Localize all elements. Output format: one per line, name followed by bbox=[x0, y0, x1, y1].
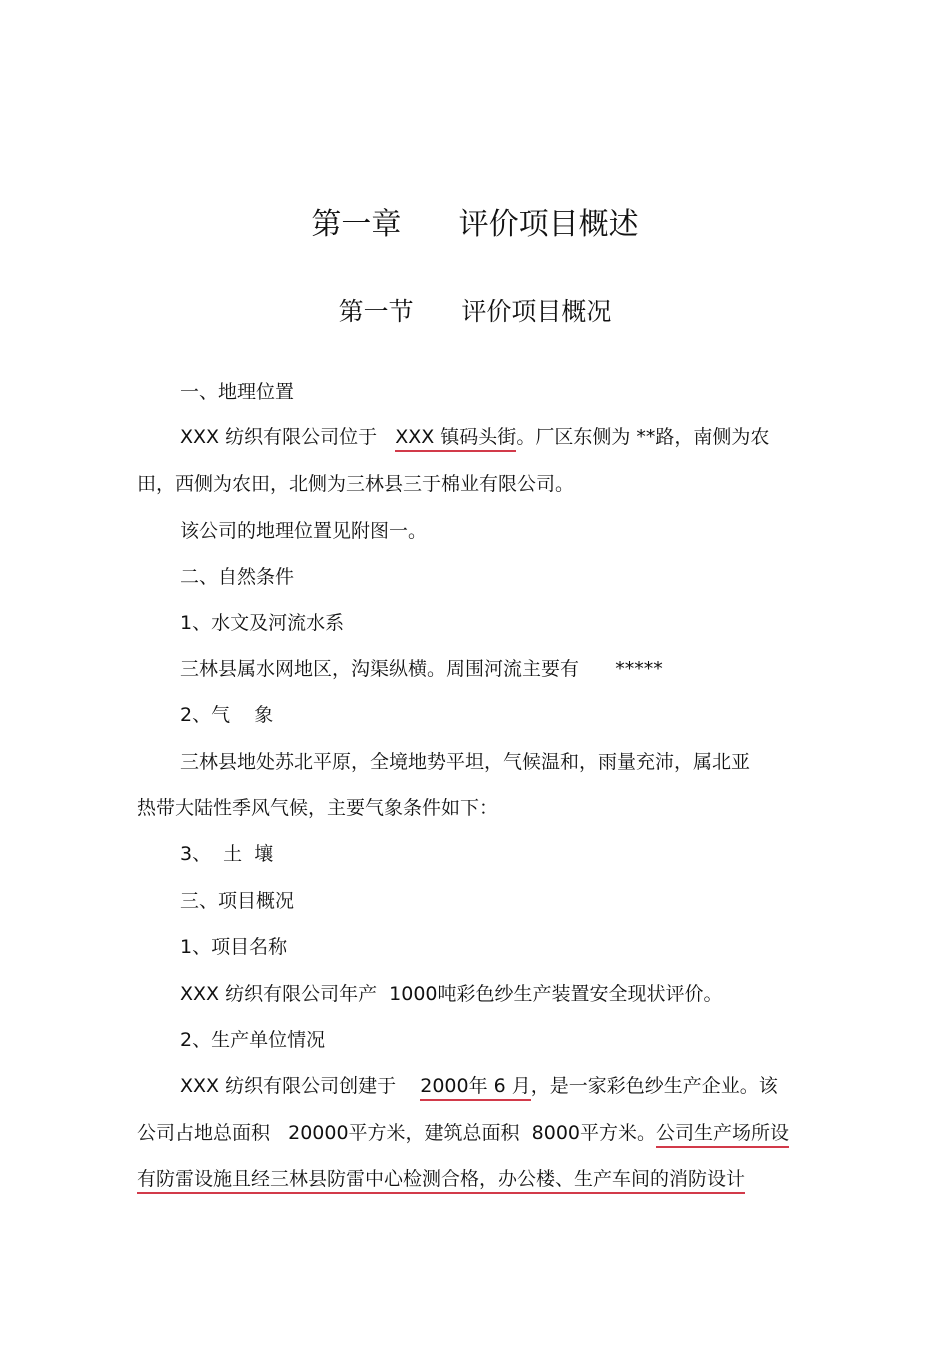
paragraph-climate-line: 三林县地处苏北平原，全境地势平坦，气候温和，雨量充沛，属北亚 bbox=[180, 751, 751, 773]
paragraph-hydrology: 三林县属水网地区，沟渠纵横。周围河流主要有 ***** bbox=[180, 658, 663, 680]
paragraph-climate-line: 热带大陆性季风气候，主要气象条件如下： bbox=[137, 797, 499, 819]
subheading-project-name: 1、项目名称 bbox=[180, 936, 288, 958]
text-span: XXX 纺织有限公司位于 bbox=[180, 426, 396, 448]
underlined-address: XXX 镇码头街 bbox=[395, 426, 516, 452]
section-title: 第一节 评价项目概况 bbox=[338, 297, 612, 326]
paragraph-project-name: XXX 纺织有限公司年产 1000吨彩色纱生产装置安全现状评价。 bbox=[180, 983, 723, 1005]
heading-geographic-location: 一、地理位置 bbox=[180, 381, 295, 403]
paragraph-location-map-reference: 该公司的地理位置见附图一。 bbox=[180, 520, 428, 542]
underlined-date: 2000年 6 月 bbox=[420, 1075, 531, 1101]
chapter-title: 第一章 评价项目概述 bbox=[311, 207, 639, 242]
heading-project-overview: 三、项目概况 bbox=[180, 890, 295, 912]
subheading-hydrology: 1、水文及河流水系 bbox=[180, 612, 345, 634]
paragraph-production-unit-line bbox=[137, 1118, 789, 1148]
text-span: 。厂区东侧为 **路，南侧为农 bbox=[516, 426, 770, 448]
underlined-text: 公司生产场所设 bbox=[656, 1122, 789, 1148]
subheading-production-unit: 2、生产单位情况 bbox=[180, 1029, 326, 1051]
paragraph-location-line bbox=[180, 422, 769, 452]
underlined-text: 有防雷设施且经三林县防雷中心检测合格，办公楼、生产车间的消防设计 bbox=[137, 1168, 745, 1194]
paragraph-production-unit-line bbox=[180, 1071, 778, 1101]
text-span: XXX 纺织有限公司创建于 bbox=[180, 1075, 421, 1097]
text-span: ，是一家彩色纱生产企业。该 bbox=[530, 1075, 778, 1097]
subheading-soil: 3、 土 壤 bbox=[180, 843, 274, 865]
paragraph-production-unit-line bbox=[137, 1164, 745, 1194]
paragraph-location-line: 田，西侧为农田，北侧为三林县三于棉业有限公司。 bbox=[137, 473, 575, 495]
subheading-climate: 2、气 象 bbox=[180, 704, 274, 726]
text-span: 公司占地总面积 20000平方米，建筑总面积 8000平方米。 bbox=[137, 1122, 656, 1144]
heading-natural-conditions: 二、自然条件 bbox=[180, 566, 295, 588]
